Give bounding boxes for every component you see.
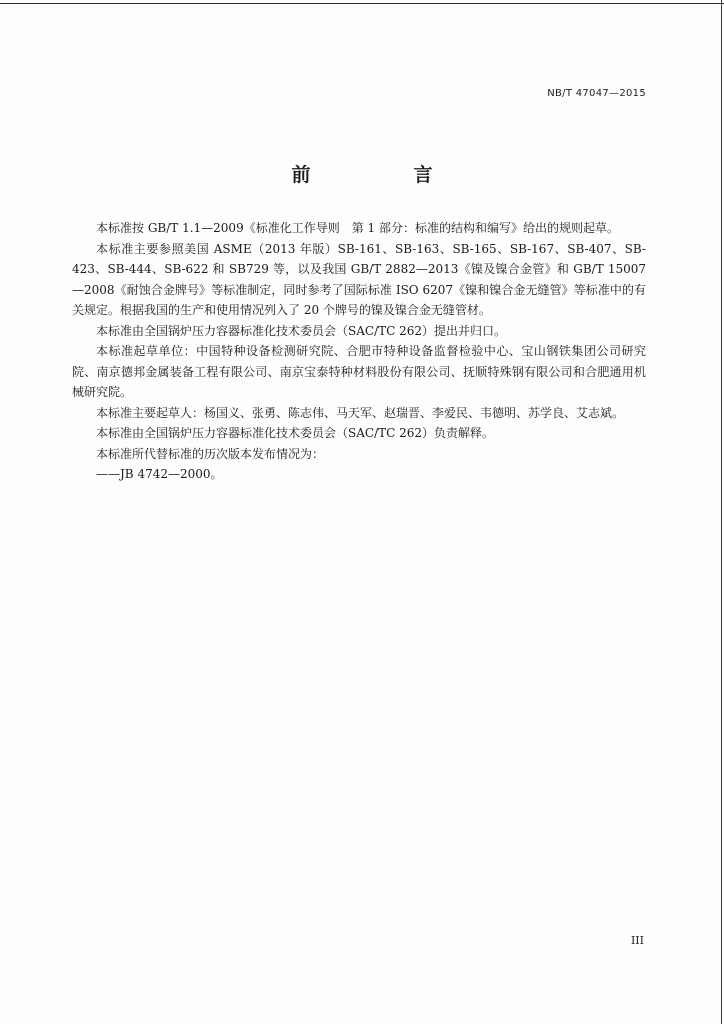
page-title: 前 言	[291, 164, 475, 186]
scan-edge-right	[721, 0, 722, 1024]
paragraph-interpretation: 本标准由全国锅炉压力容器标准化技术委员会（SAC/TC 262）负责解释。	[96, 426, 495, 440]
paragraph-drafting-rules: 本标准按 GB/T 1.1—2009《标准化工作导则 第 1 部分：标准的结构和编写》给出的规则起草。	[96, 221, 619, 235]
paragraph-drafting-units: 本标准起草单位：中国特种设备检测研究院、合肥市特种设备监督检验中心、宝山钢铁集团公司研究院、南京德邦金属装备工程有限公司、南京宝泰特种材料股份有限公司、抚顺特殊钢有限公司和合肥通用机械研究院。	[72, 344, 646, 399]
paragraph-history-intro: 本标准所代替标准的历次版本发布情况为：	[96, 446, 325, 461]
paragraph-proposer: 本标准由全国锅炉压力容器标准化技术委员会（SAC/TC 262）提出并归口。	[96, 323, 507, 338]
page-number: III	[630, 934, 644, 947]
foreword-body	[72, 218, 646, 485]
standard-code: NB/T 47047—2015	[547, 88, 646, 99]
paragraph-references: 本标准主要参照美国 ASME（2013 年版）SB-161、SB-163、SB-165、SB-167、SB-407、SB-423、SB-444、SB-622 和 SB729 等，以及我国 GB/T 2882—2013《镍及镍合金管》和 GB/T 15007—2008《耐蚀合金牌号》等标准制定，同时参考了国际标准 ISO 6207《镍和镍合金无缝管》等标准中的有关规定。根据我国的生产和使用情况列入了 20 个牌号的镍及镍合金无缝管材。	[72, 241, 646, 317]
scan-edge-top	[0, 3, 724, 4]
paragraph-drafters: 本标准主要起草人：杨国义、张勇、陈志伟、马天军、赵瑞晋、李爱民、韦德明、苏学良、艾志斌。	[96, 405, 625, 420]
paragraph-history-item: ——JB 4742—2000。	[96, 467, 223, 481]
